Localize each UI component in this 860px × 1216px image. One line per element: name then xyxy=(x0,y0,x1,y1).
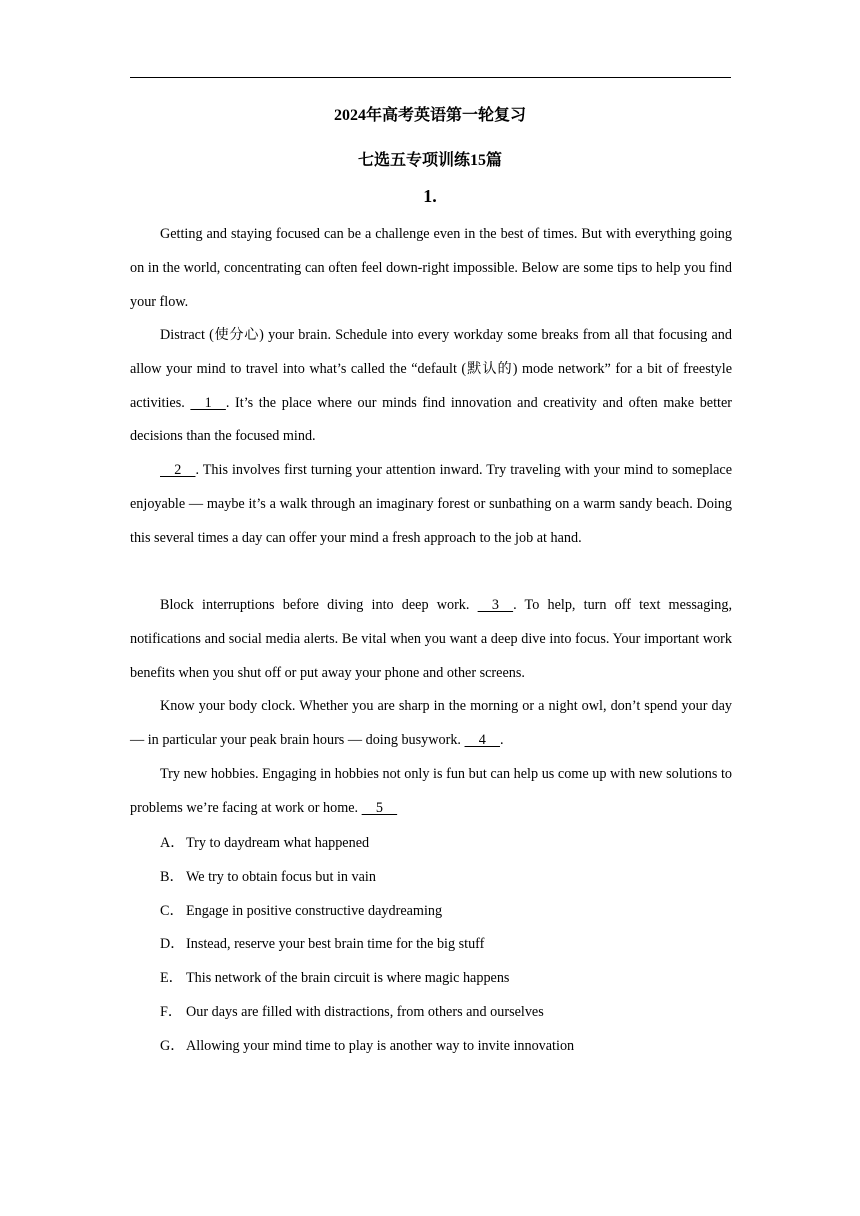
option-text: Try to daydream what happened xyxy=(186,835,370,851)
blank-2: 2 xyxy=(160,462,196,478)
option-c xyxy=(160,901,442,921)
option-text: Our days are filled with distractions, from others and ourselves xyxy=(186,1004,544,1020)
option-text: Engage in positive constructive daydreaming xyxy=(186,903,443,919)
paragraph-6 xyxy=(130,758,732,826)
paragraph-1-text: Getting and staying focused can be a challenge even in the best of times. But with everything going on in the world, concentrating can often feel down-right impossible. Below are some tips to help you find your flow. xyxy=(130,226,732,310)
paragraph-2-text-a: Distract (使分心) your brain. Schedule into every workday some breaks from all that focusing and allow your mind to travel into what’s called the “default (默认的) mode network” for a bit of freestyle activities. xyxy=(130,327,732,411)
blank-3: 3 xyxy=(477,597,514,613)
paragraph-3 xyxy=(130,454,732,555)
paragraph-5-text-b: . xyxy=(500,731,504,748)
page-subtitle: 七选五专项训练15篇 xyxy=(357,152,502,169)
paragraph-4 xyxy=(130,589,732,690)
option-f xyxy=(160,1002,544,1022)
header-rule xyxy=(130,77,731,78)
option-b xyxy=(160,867,376,887)
paragraph-3-text: . This involves first turning your attention inward. Try traveling with your mind to someplace enjoyable — maybe it’s a walk through an imaginary forest or sunbathing on a warm sandy beach. Doing this several times a day can offer your mind a fresh approach to the job at hand. xyxy=(130,462,732,546)
paragraph-4-text-b: . To help, turn off text messaging, notifications and social media alerts. Be vital when you want a deep dive into focus. Your important work benefits when you shut off or put away your phone and other screens. xyxy=(130,597,732,681)
paragraph-2-text-b: . It’s the place where our minds find innovation and creativity and often make better decisions than the focused mind. xyxy=(130,394,732,445)
blank-1: 1 xyxy=(190,394,226,411)
section-number: 1. xyxy=(423,186,437,206)
paragraph-1 xyxy=(130,218,732,319)
paragraph-6-text: Try new hobbies. Engaging in hobbies not only is fun but can help us come up with new solutions to problems we’re facing at work or home. xyxy=(130,766,732,816)
paragraph-5-text-a: Know your body clock. Whether you are sharp in the morning or a night owl, don’t spend your day — in particular your peak brain hours — doing busywork. xyxy=(130,698,732,748)
option-text: We try to obtain focus but in vain xyxy=(186,869,376,885)
option-letter: G． xyxy=(160,1038,185,1054)
option-letter: B． xyxy=(160,869,184,885)
blank-5: 5 xyxy=(361,799,398,816)
option-text: Allowing your mind time to play is another way to invite innovation xyxy=(186,1038,575,1054)
page-title: 2024年高考英语第一轮复习 xyxy=(333,107,526,124)
paragraph-2 xyxy=(130,319,732,454)
paragraph-4-text-a: Block interruptions before diving into deep work. xyxy=(160,597,478,613)
option-letter: A． xyxy=(160,835,185,851)
option-letter: E． xyxy=(160,970,183,986)
option-e xyxy=(160,968,509,988)
option-a xyxy=(160,833,369,853)
paragraph-5 xyxy=(130,690,732,758)
option-letter: D． xyxy=(160,936,185,952)
option-d xyxy=(160,934,484,954)
option-g xyxy=(160,1036,574,1056)
option-letter: C． xyxy=(160,903,184,919)
option-text: Instead, reserve your best brain time for the big stuff xyxy=(186,936,485,952)
blank-4: 4 xyxy=(464,731,500,748)
option-letter: F． xyxy=(160,1004,183,1020)
option-text: This network of the brain circuit is where magic happens xyxy=(186,970,510,986)
